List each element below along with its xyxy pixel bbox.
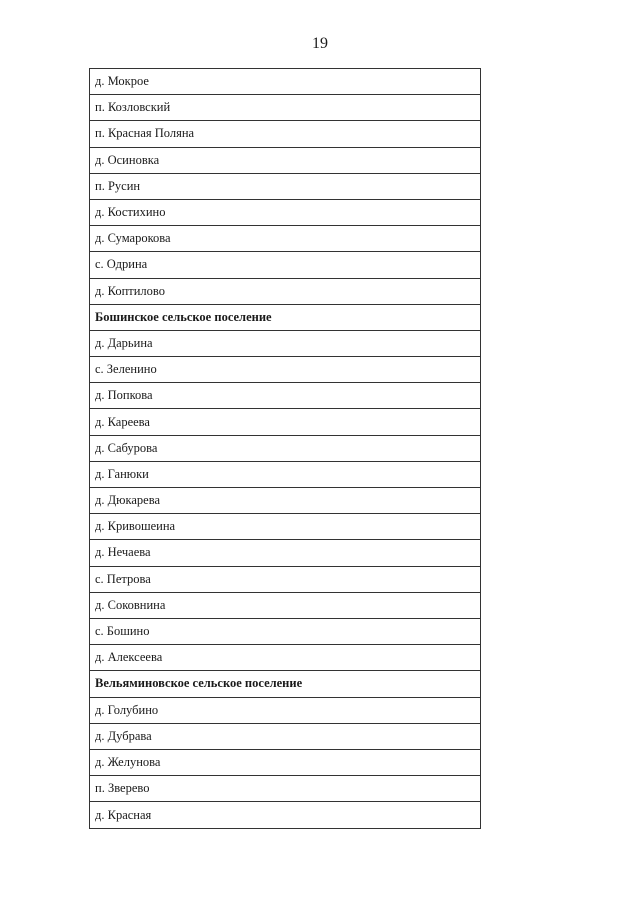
table-row: д. Мокрое: [90, 69, 480, 95]
settlement-table: [89, 68, 481, 829]
table-row: д. Сабурова: [90, 436, 480, 462]
table-row: д. Желунова: [90, 750, 480, 776]
table-row: п. Красная Поляна: [90, 121, 480, 147]
table-row: д. Кареева: [90, 409, 480, 435]
table-row: д. Соковнина: [90, 593, 480, 619]
table-row: д. Алексеева: [90, 645, 480, 671]
table-row: п. Зверево: [90, 776, 480, 802]
table-row: с. Петрова: [90, 567, 480, 593]
table-row: д. Коптилово: [90, 279, 480, 305]
table-row: д. Сумарокова: [90, 226, 480, 252]
table-row: д. Нечаева: [90, 540, 480, 566]
table-row: д. Костихино: [90, 200, 480, 226]
table-row: д. Дюкарева: [90, 488, 480, 514]
table-row: д. Голубино: [90, 698, 480, 724]
table-row: д. Кривошеина: [90, 514, 480, 540]
table-row: с. Бошино: [90, 619, 480, 645]
table-row: п. Козловский: [90, 95, 480, 121]
table-row: д. Дарьина: [90, 331, 480, 357]
table-row: п. Русин: [90, 174, 480, 200]
table-row: д. Ганюки: [90, 462, 480, 488]
table-row: д. Дубрава: [90, 724, 480, 750]
section-header-row: Вельяминовское сельское поселение: [90, 671, 480, 697]
table-row: с. Одрина: [90, 252, 480, 278]
table-row: с. Зеленино: [90, 357, 480, 383]
section-header-row: Бошинское сельское поселение: [90, 305, 480, 331]
table-row: д. Красная: [95, 807, 152, 822]
table-row: д. Попкова: [90, 383, 480, 409]
page-number: 19: [312, 35, 328, 52]
table-row: д. Осиновка: [90, 148, 480, 174]
